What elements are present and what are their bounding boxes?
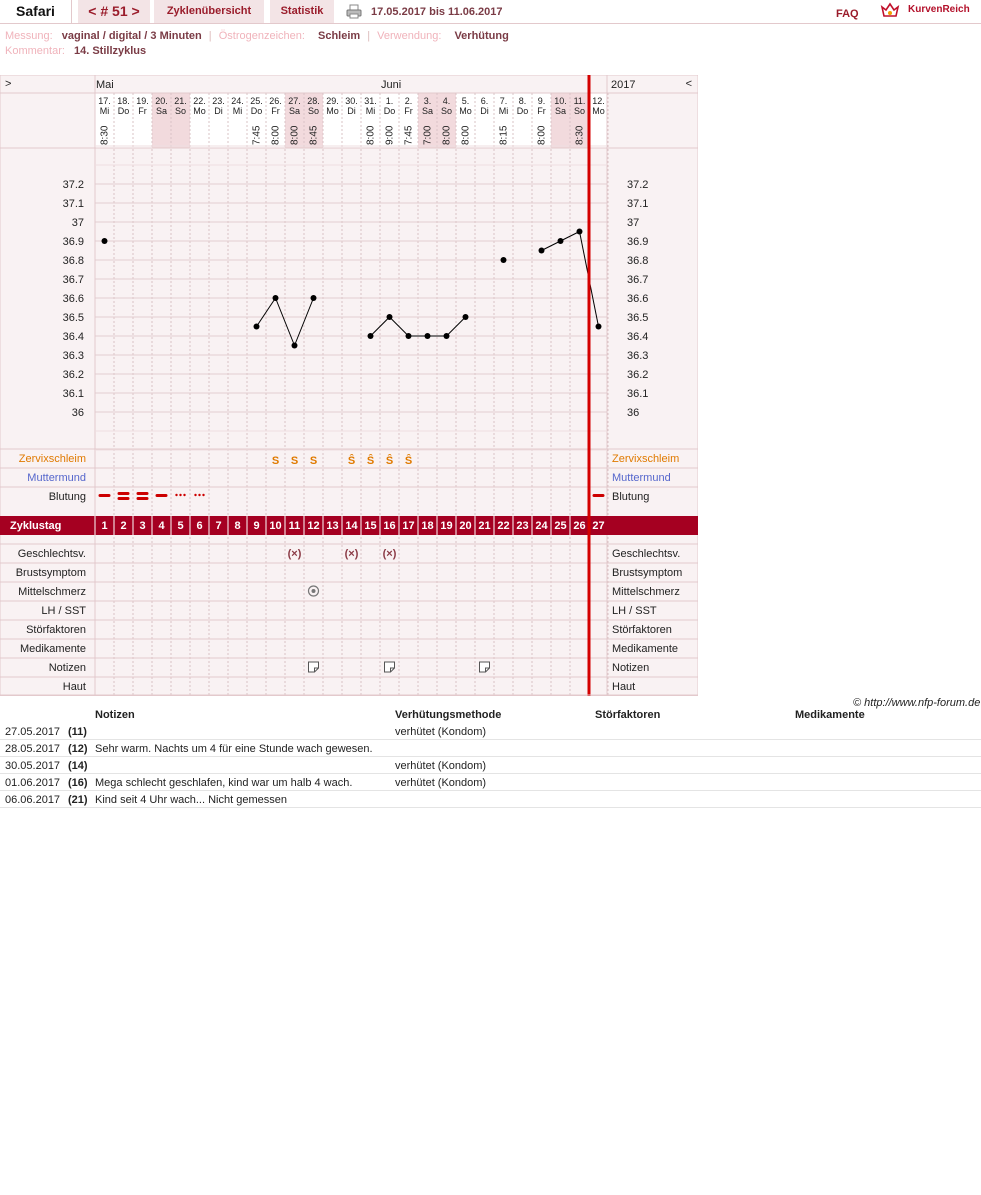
y-tick-label-right: 36.5 <box>627 312 649 324</box>
measurement-time: 8:15 <box>498 125 510 145</box>
geschlechtsv-label: Geschlechtsv. <box>612 548 681 560</box>
y-tick-label-left: 36.2 <box>62 369 84 381</box>
oestrogen-label: Östrogenzeichen: <box>218 30 305 42</box>
zyklustag-label: Zyklustag <box>10 520 62 532</box>
measurement-time: 7:00 <box>422 125 434 145</box>
cycle-day-number: 7 <box>215 520 222 532</box>
notes-header: Notizen <box>95 709 135 721</box>
cycle-day-number: 11 <box>288 520 301 532</box>
cycle-day-number: 4 <box>158 520 165 532</box>
notizen-label: Notizen <box>612 662 650 674</box>
brustsymptom-label: Brustsymptom <box>15 567 86 579</box>
table-row <box>0 757 981 774</box>
mittelschmerz-label: Mittelschmerz <box>612 586 680 598</box>
cycle-day-number: 10 <box>269 520 282 532</box>
bleeding-spotting-dot <box>194 494 196 496</box>
date-label: 26. <box>269 96 282 106</box>
date-label: 29. <box>326 96 339 106</box>
weekday-label: Mo <box>193 106 206 116</box>
cervix-mucus-mark: S <box>309 455 318 467</box>
measurement-time: 8:00 <box>536 125 548 145</box>
cycle-day-number: 25 <box>554 520 567 532</box>
y-tick-label-right: 36.1 <box>627 388 649 400</box>
weekday-label: So <box>573 106 586 116</box>
row-cycle-day: (14) <box>68 760 88 772</box>
method-header: Verhütungsmethode <box>395 709 502 721</box>
medication-header: Medikamente <box>795 709 865 721</box>
cycle-day-number: 1 <box>101 520 108 532</box>
y-tick-label-left: 36.6 <box>62 293 84 305</box>
separator: | <box>208 30 212 42</box>
y-tick-label-left: 36.3 <box>62 350 84 362</box>
verwendung-value: Verhütung <box>454 30 509 42</box>
year-label: 2017 <box>611 79 636 91</box>
date-label: 1. <box>385 96 394 106</box>
row-date: 30.05.2017 <box>5 760 61 772</box>
intercourse-mark: (×) <box>382 548 397 560</box>
measurement-time: 7:45 <box>403 125 415 145</box>
copyright: © http://www.nfp-forum.de <box>853 697 981 709</box>
row-date: 28.05.2017 <box>5 743 61 755</box>
temperature-point <box>577 229 583 235</box>
cycle-day-number: 3 <box>139 520 146 532</box>
kommentar-value: 14. Stillzyklus <box>73 45 147 57</box>
y-tick-label-left: 36.9 <box>62 236 84 248</box>
messung-label: Messung: <box>5 30 53 42</box>
weekday-label: Fr <box>537 106 546 116</box>
date-label: 10. <box>554 96 567 106</box>
weekday-label: Sa <box>554 106 567 116</box>
weekday-label: Do <box>516 106 529 116</box>
measurement-time: 7:45 <box>251 125 263 145</box>
zervix-label: Zervixschleim <box>612 453 680 465</box>
weekday-label: Mo <box>592 106 605 116</box>
separator: | <box>367 30 371 42</box>
row-method: verhütet (Kondom) <box>395 726 487 738</box>
month-label: Juni <box>381 79 402 91</box>
lh-sst-label: LH / SST <box>41 605 86 617</box>
printer-icon[interactable] <box>346 4 362 19</box>
temperature-point <box>463 314 469 320</box>
date-label: 20. <box>155 96 168 106</box>
date-label: 21. <box>174 96 187 106</box>
tab-statistics[interactable]: Statistik <box>270 0 334 23</box>
weekday-label: Mi <box>232 106 243 116</box>
y-tick-label-left: 37 <box>71 217 84 229</box>
zervix-label: Zervixschleim <box>18 453 86 465</box>
date-label: 7. <box>499 96 508 106</box>
chart-background <box>0 75 698 696</box>
date-label: 6. <box>480 96 489 106</box>
y-tick-label-right: 37.2 <box>627 179 649 191</box>
date-label: 17. <box>98 96 111 106</box>
bleeding-spotting-dot <box>198 494 200 496</box>
date-label: 22. <box>193 96 206 106</box>
temperature-point <box>387 314 393 320</box>
cycle-day-number: 13 <box>326 520 339 532</box>
date-label: 25. <box>250 96 263 106</box>
cycle-day-number: 14 <box>345 520 358 532</box>
cycle-day-number: 17 <box>402 520 415 532</box>
blutung-label: Blutung <box>48 491 86 503</box>
temperature-point <box>406 333 412 339</box>
cycle-day-number: 21 <box>478 520 491 532</box>
row-cycle-day: (16) <box>68 777 88 789</box>
temperature-point <box>558 238 564 244</box>
weekday-label: So <box>440 106 453 116</box>
weekday-label: Mi <box>365 106 376 116</box>
bleeding-mark <box>593 494 605 497</box>
measurement-time: 9:00 <box>384 125 396 145</box>
brustsymptom-label: Brustsymptom <box>612 567 683 579</box>
muttermund-label: Muttermund <box>27 472 86 484</box>
weekday-label: Fr <box>404 106 413 116</box>
messung-value: vaginal / digital / 3 Minuten <box>61 30 202 42</box>
cervix-mucus-mark: Ŝ <box>347 455 356 467</box>
haut-label: Haut <box>612 681 636 693</box>
temperature-point <box>444 333 450 339</box>
row-date: 27.05.2017 <box>5 726 61 738</box>
temperature-point <box>539 248 545 254</box>
y-tick-label-left: 37.1 <box>62 198 84 210</box>
cycle-day-number: 23 <box>516 520 529 532</box>
cycle-day-number: 20 <box>459 520 472 532</box>
temperature-point <box>292 343 298 349</box>
y-tick-label-right: 37.1 <box>627 198 649 210</box>
y-tick-label-left: 36.1 <box>62 388 84 400</box>
date-label: 18. <box>117 96 130 106</box>
measurement-time: 8:00 <box>289 125 301 145</box>
date-label: 3. <box>423 96 432 106</box>
mittelschmerz-label: Mittelschmerz <box>18 586 86 598</box>
cycle-day-number: 2 <box>120 520 127 532</box>
y-tick-label-left: 36.5 <box>62 312 84 324</box>
date-label: 27. <box>288 96 301 106</box>
date-label: 30. <box>345 96 358 106</box>
blutung-label: Blutung <box>612 491 650 503</box>
row-method: verhütet (Kondom) <box>395 760 487 772</box>
top-bar <box>0 0 981 24</box>
cycle-day-number: 12 <box>307 520 320 532</box>
weekday-label: Di <box>480 106 489 116</box>
temperature-point <box>254 324 260 330</box>
weekday-label: Di <box>347 106 356 116</box>
cycle-day-number: 22 <box>497 520 510 532</box>
cycle-day-number: 18 <box>421 520 434 532</box>
intercourse-mark: (×) <box>344 548 359 560</box>
weekday-label: Sa <box>288 106 301 116</box>
lh-sst-label: LH / SST <box>612 605 657 617</box>
date-label: 31. <box>364 96 377 106</box>
cycle-chart <box>0 75 698 696</box>
temperature-point <box>501 257 507 263</box>
mittelschmerz-icon <box>312 589 316 593</box>
bleeding-mark <box>118 492 130 495</box>
weekday-label: Mi <box>99 106 110 116</box>
bleeding-spotting-dot <box>175 494 177 496</box>
meta-line-2 <box>5 45 146 57</box>
date-label: 24. <box>231 96 244 106</box>
cervix-mucus-mark: S <box>290 455 299 467</box>
tab-safari[interactable]: Safari <box>0 0 72 23</box>
temperature-point <box>311 295 317 301</box>
y-tick-label-right: 36.3 <box>627 350 649 362</box>
nav-left-icon: > <box>5 78 12 90</box>
cervix-mucus-mark: S <box>271 455 280 467</box>
cycle-day-number: 27 <box>592 520 605 532</box>
y-tick-label-right: 36.7 <box>627 274 649 286</box>
table-row <box>0 723 981 740</box>
intercourse-mark: (×) <box>287 548 302 560</box>
disturb-header: Störfaktoren <box>595 709 661 721</box>
cycle-day-number: 8 <box>234 520 241 532</box>
date-label: 11. <box>573 96 586 106</box>
bleeding-spotting-dot <box>183 494 185 496</box>
y-tick-label-right: 36.2 <box>627 369 649 381</box>
bleeding-spotting-dot <box>202 494 204 496</box>
tab-cycle-overview[interactable]: Zyklenübersicht <box>154 0 264 23</box>
measurement-time: 8:00 <box>441 125 453 145</box>
date-label: 28. <box>307 96 320 106</box>
y-tick-label-right: 36.4 <box>627 331 649 343</box>
cycle-day-number: 24 <box>535 520 548 532</box>
cervix-mucus-mark: Ŝ <box>366 455 375 467</box>
bleeding-mark <box>156 494 168 497</box>
bleeding-mark <box>118 497 130 500</box>
medikamente-label: Medikamente <box>612 643 679 655</box>
y-tick-label-right: 36.8 <box>627 255 649 267</box>
notizen-label: Notizen <box>48 662 86 674</box>
y-tick-label-right: 37 <box>627 217 640 229</box>
date-label: 8. <box>518 96 527 106</box>
faq-link[interactable]: FAQ <box>836 8 859 20</box>
date-label: 19. <box>136 96 149 106</box>
temperature-point <box>368 333 374 339</box>
weekday-label: Di <box>214 106 223 116</box>
measurement-time: 8:00 <box>270 125 282 145</box>
cervix-mucus-mark: Ŝ <box>385 455 394 467</box>
table-row <box>0 774 981 791</box>
weekday-label: Do <box>383 106 396 116</box>
cycle-day-number: 15 <box>364 520 377 532</box>
y-tick-label-right: 36.9 <box>627 236 649 248</box>
cycle-day-number: 26 <box>573 520 586 532</box>
weekday-label: So <box>307 106 320 116</box>
bleeding-mark <box>137 497 149 500</box>
weekday-label: Fr <box>271 106 280 116</box>
medikamente-label: Medikamente <box>19 643 86 655</box>
y-tick-label-left: 36.8 <box>62 255 84 267</box>
weekday-label: Mi <box>498 106 509 116</box>
measurement-time: 8:30 <box>574 125 586 145</box>
date-label: 4. <box>442 96 451 106</box>
month-label: Mai <box>96 79 114 91</box>
weekday-label: Do <box>117 106 130 116</box>
date-label: 9. <box>537 96 546 106</box>
cycle-day-number: 6 <box>196 520 203 532</box>
y-tick-label-right: 36 <box>627 407 640 419</box>
stoerfaktoren-label: Störfaktoren <box>612 624 672 636</box>
weekday-label: Fr <box>138 106 147 116</box>
weekday-label: So <box>174 106 187 116</box>
row-note: Kind seit 4 Uhr wach... Nicht gemessen <box>95 794 287 806</box>
temperature-point <box>273 295 279 301</box>
measurement-time: 8:00 <box>365 125 377 145</box>
y-tick-label-left: 37.2 <box>62 179 84 191</box>
weekday-label: Mo <box>459 106 472 116</box>
row-method: verhütet (Kondom) <box>395 777 487 789</box>
cervix-mucus-mark: Ŝ <box>404 455 413 467</box>
oestrogen-value: Schleim <box>318 30 361 42</box>
measurement-time: 8:45 <box>308 125 320 145</box>
verwendung-label: Verwendung: <box>377 30 442 42</box>
geschlechtsv-label: Geschlechtsv. <box>17 548 86 560</box>
date-range: 17.05.2017 bis 11.06.2017 <box>371 6 503 18</box>
y-tick-label-left: 36.7 <box>62 274 84 286</box>
weekday-label: Do <box>250 106 263 116</box>
temperature-point <box>596 324 602 330</box>
temperature-point <box>102 238 108 244</box>
kommentar-label: Kommentar: <box>5 45 65 57</box>
row-cycle-day: (12) <box>68 743 88 755</box>
date-label: 23. <box>212 96 225 106</box>
row-date: 01.06.2017 <box>5 777 61 789</box>
measurement-time: 8:30 <box>99 125 111 145</box>
y-tick-label-left: 36.4 <box>62 331 84 343</box>
logo-text: KurvenReich <box>908 4 970 15</box>
cycle-day-number: 5 <box>177 520 184 532</box>
bleeding-spotting-dot <box>179 494 181 496</box>
nav-right-icon: < <box>685 78 692 90</box>
y-tick-label-left: 36 <box>71 407 84 419</box>
stoerfaktoren-label: Störfaktoren <box>26 624 86 636</box>
row-cycle-day: (11) <box>68 726 87 738</box>
row-date: 06.06.2017 <box>5 794 61 806</box>
weekday-label: Sa <box>155 106 168 116</box>
cycle-navigation[interactable]: < # 51 > <box>78 0 150 23</box>
haut-label: Haut <box>62 681 86 693</box>
muttermund-label: Muttermund <box>612 472 671 484</box>
date-label: 5. <box>461 96 470 106</box>
cycle-day-number: 16 <box>383 520 396 532</box>
temperature-point <box>425 333 431 339</box>
weekday-label: Sa <box>421 106 434 116</box>
date-label: 2. <box>404 96 413 106</box>
meta-line-1 <box>5 30 509 42</box>
table-row <box>0 740 981 757</box>
measurement-time: 8:00 <box>460 125 472 145</box>
weekday-label: Mo <box>326 106 339 116</box>
bleeding-mark <box>99 494 111 497</box>
y-tick-label-right: 36.6 <box>627 293 649 305</box>
row-note: Sehr warm. Nachts um 4 für eine Stunde wach gewesen. <box>95 743 373 755</box>
cycle-day-number: 9 <box>253 520 260 532</box>
row-note: Mega schlecht geschlafen, kind war um halb 4 wach. <box>95 777 353 789</box>
row-cycle-day: (21) <box>68 794 88 806</box>
bleeding-mark <box>137 492 149 495</box>
date-label: 12. <box>592 96 605 106</box>
cycle-day-number: 19 <box>440 520 453 532</box>
table-row <box>0 791 981 808</box>
